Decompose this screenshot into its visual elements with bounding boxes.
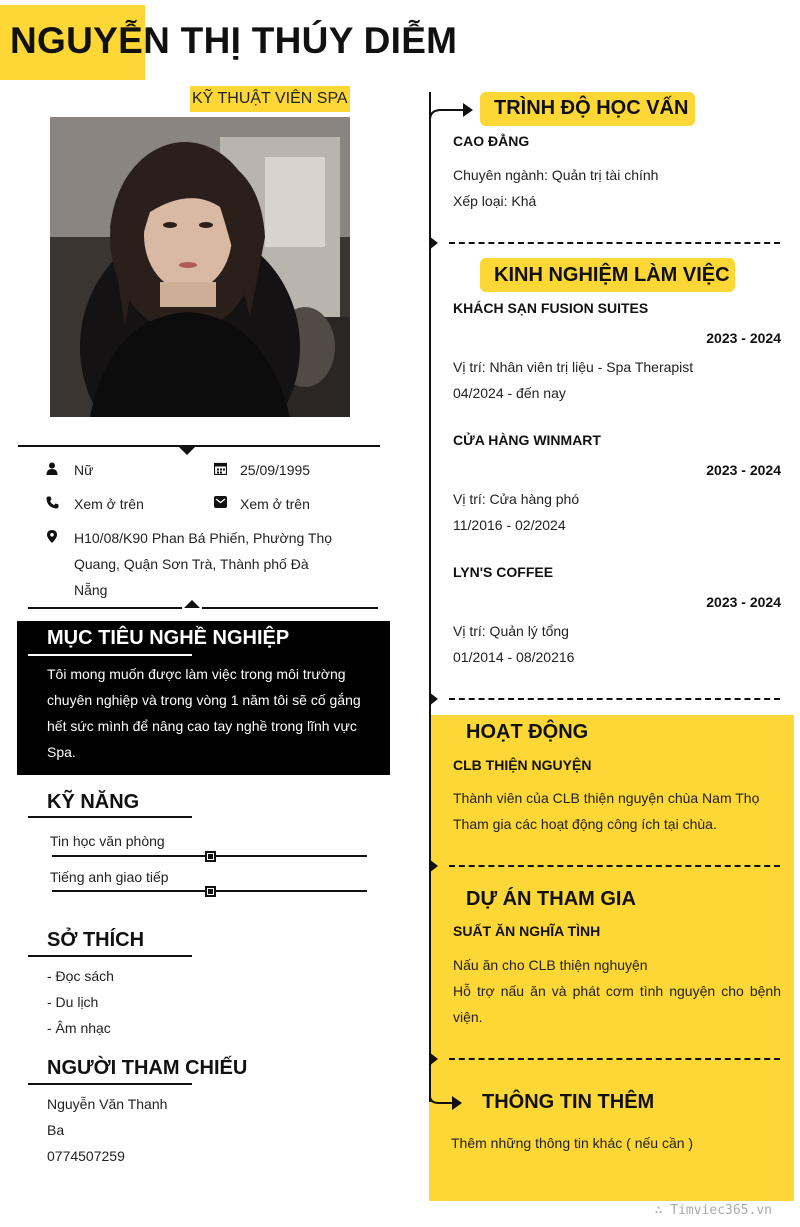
education-title: TRÌNH ĐỘ HỌC VẤN: [494, 97, 689, 119]
address-line: H10/08/K90 Phan Bá Phiến, Phường Thọ: [74, 530, 333, 546]
activities-title: HOẠT ĐỘNG: [466, 721, 589, 743]
reference-details: [47, 1091, 167, 1169]
projects-title: DỰ ÁN THAM GIA: [466, 888, 636, 910]
job-period: 01/2014 - 08/20216: [453, 649, 575, 665]
job-org: CỬA HÀNG WINMART: [453, 432, 601, 448]
arrow-right-icon: [429, 100, 474, 122]
projects-line: Nấu ăn cho CLB thiện nghuyện: [453, 957, 648, 973]
job-period: 04/2024 - đến nay: [453, 385, 566, 401]
projects-line: Hỗ trợ nấu ăn và phát cơm tình nguyện cho bệnh viện.: [453, 983, 781, 1025]
gender-value: Nữ: [74, 462, 94, 478]
job-org: LYN'S COFFEE: [453, 564, 554, 580]
activities-line: Tham gia các hoạt động công ích tại chùa.: [453, 816, 717, 832]
projects-org: SUẤT ĂN NGHĨA TÌNH: [453, 923, 601, 939]
info-bottom-divider-right: [202, 607, 378, 609]
job-years: 2023 - 2024: [706, 330, 781, 346]
timeline-marker: [429, 692, 438, 706]
education-school: CAO ĐẲNG: [453, 133, 530, 149]
education-grade: Xếp loại: Khá: [453, 193, 537, 209]
reference-name: Nguyễn Văn Thanh: [47, 1096, 168, 1112]
arrow-right-icon: [429, 1070, 463, 1116]
timeline-marker: [429, 859, 438, 873]
activities-text: [453, 785, 759, 837]
skill-level-knob: [205, 851, 216, 862]
job-position: Vị trí: Quản lý tổng: [453, 623, 569, 639]
hobby-item: - Âm nhạc: [47, 1020, 111, 1036]
user-icon: [45, 461, 59, 475]
timeline-marker: [429, 236, 438, 250]
info-bottom-divider-left: [28, 607, 182, 609]
job-title: KỸ THUẬT VIÊN SPA: [190, 86, 350, 112]
skills-title: KỸ NĂNG: [47, 791, 140, 813]
objective-line: chuyên nghiệp và trong vòng 1 năm tôi sẽ cố gắng: [47, 692, 361, 708]
activities-org: CLB THIỆN NGUYỆN: [453, 757, 592, 773]
address-line: Quang, Quận Sơn Trà, Thành phố Đà: [74, 556, 309, 572]
divider-triangle-up: [184, 600, 200, 608]
extra-text: Thêm những thông tin khác ( nếu cần ): [451, 1135, 694, 1151]
reference-phone: 0774507259: [47, 1148, 125, 1164]
profile-photo: [50, 117, 350, 417]
section-divider: [449, 1058, 780, 1060]
skill-level-knob: [205, 886, 216, 897]
calendar-icon: [213, 461, 227, 475]
extra-title: THÔNG TIN THÊM: [482, 1091, 655, 1113]
objective-line: Spa.: [47, 744, 76, 760]
hobbies-title-underline: [28, 955, 192, 957]
phone-value: Xem ở trên: [74, 496, 144, 512]
info-top-divider: [18, 445, 380, 447]
divider-triangle-down: [179, 447, 195, 455]
job-org: KHÁCH SẠN FUSION SUITES: [453, 300, 649, 316]
skills-title-underline: [28, 816, 192, 818]
objective-text: [47, 661, 367, 765]
section-divider: [449, 698, 780, 700]
activities-line: Thành viên của CLB thiện nguyện chùa Nam Thọ: [453, 790, 760, 806]
section-divider: [449, 242, 780, 244]
reference-relation: Ba: [47, 1122, 65, 1138]
job-period: 11/2016 - 02/2024: [453, 517, 566, 533]
job-position: Vị trí: Nhân viên trị liệu - Spa Therapist: [453, 359, 694, 375]
birthday-value: 25/09/1995: [240, 462, 311, 478]
hobbies-list: [47, 963, 114, 1041]
job-years: 2023 - 2024: [706, 594, 781, 610]
reference-title-underline: [28, 1083, 192, 1085]
email-icon: [213, 495, 227, 509]
timeline-marker: [429, 1052, 438, 1066]
address-value: [74, 525, 354, 603]
objective-line: Tôi mong muốn được làm việc trong môi trường: [47, 666, 346, 682]
skill-name: Tiếng anh giao tiếp: [50, 869, 169, 885]
candidate-name: NGUYỄN THỊ THÚY DIỄM: [10, 20, 458, 61]
profile-photo-illustration: [50, 117, 350, 417]
education-major: Chuyên ngành: Quản trị tài chính: [453, 167, 659, 183]
phone-icon: [45, 495, 59, 509]
job-position: Vị trí: Cửa hàng phó: [453, 491, 580, 507]
objective-title-underline: [28, 654, 192, 656]
experience-title: KINH NGHIỆM LÀM VIỆC: [494, 264, 730, 286]
reference-title: NGƯỜI THAM CHIẾU: [47, 1057, 248, 1079]
watermark: ∴ Timviec365.vn: [654, 1203, 772, 1218]
objective-title: MỤC TIÊU NGHỀ NGHIỆP: [47, 627, 290, 649]
hobby-item: - Đọc sách: [47, 968, 114, 984]
section-divider: [449, 865, 780, 867]
objective-line: hết sức mình để nâng cao tay nghề trong lĩnh vực: [47, 718, 357, 734]
hobbies-title: SỞ THÍCH: [47, 929, 145, 951]
address-line: Nẵng: [74, 582, 108, 598]
skill-name: Tin học văn phòng: [50, 833, 165, 849]
projects-text: [453, 952, 781, 1030]
email-value: Xem ở trên: [240, 496, 310, 512]
hobby-item: - Du lịch: [47, 994, 99, 1010]
location-icon: [45, 529, 59, 543]
job-years: 2023 - 2024: [706, 462, 781, 478]
